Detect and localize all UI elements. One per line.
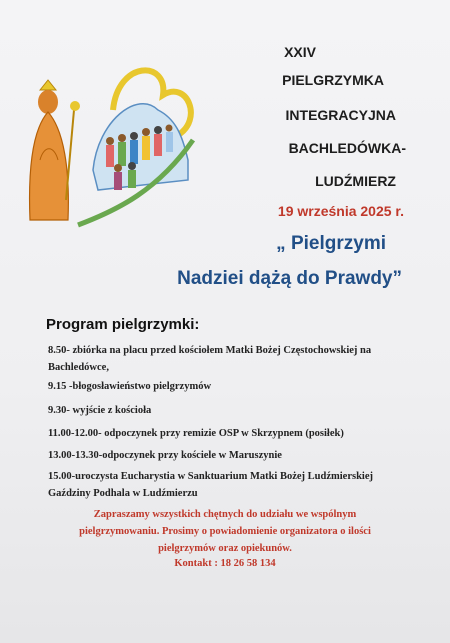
madonna-and-pilgrims-illustration [18,50,218,230]
invitation-text: Zapraszamy wszystkich chętnych do udziału we wspólnym pielgrzymowaniu. Prosimy o powiadomienie organizatora o ilości pielgrzymów oraz opiekunów. [79,509,371,554]
header-line-4: BACHLEDÓWKA- [288,140,406,156]
contact-info: Kontakt : 18 26 58 134 [174,558,276,569]
program-item: 9.15 -błogosławieństwo pielgrzymów [48,381,212,392]
motto-line-2: Nadziei dążą do Prawdy” [177,268,402,289]
event-date: 19 września 2025 r. [277,203,404,219]
program-item: 15.00-uroczysta Eucharystia w Sanktuarium Matki Bożej Ludźmierskiej Gaździny Podhala w Ludźmierzu [48,471,374,499]
program-title: Program pielgrzymki: [46,316,200,333]
program-item: 9.30- wyjście z kościoła [48,405,152,416]
program-item: 11.00-12.00- odpoczynek przy remizie OSP w Skrzypnem (posiłek) [48,428,344,439]
header-line-1: XXIV [284,44,316,60]
header-line-3: INTEGRACYJNA [285,107,396,123]
madonna-figure [30,80,80,220]
program-item: 13.00-13.30-odpoczynek przy kościele w Maruszynie [48,450,282,461]
header-line-2: PIELGRZYMKA [282,72,384,88]
header-line-5: LUDŹMIERZ [315,173,396,189]
motto-line-1: „ Pielgrzymi [276,233,386,254]
program-item: 8.50- zbiórka na placu przed kościołem Matki Bożej Częstochowskiej na Bachledówce, [48,345,372,373]
